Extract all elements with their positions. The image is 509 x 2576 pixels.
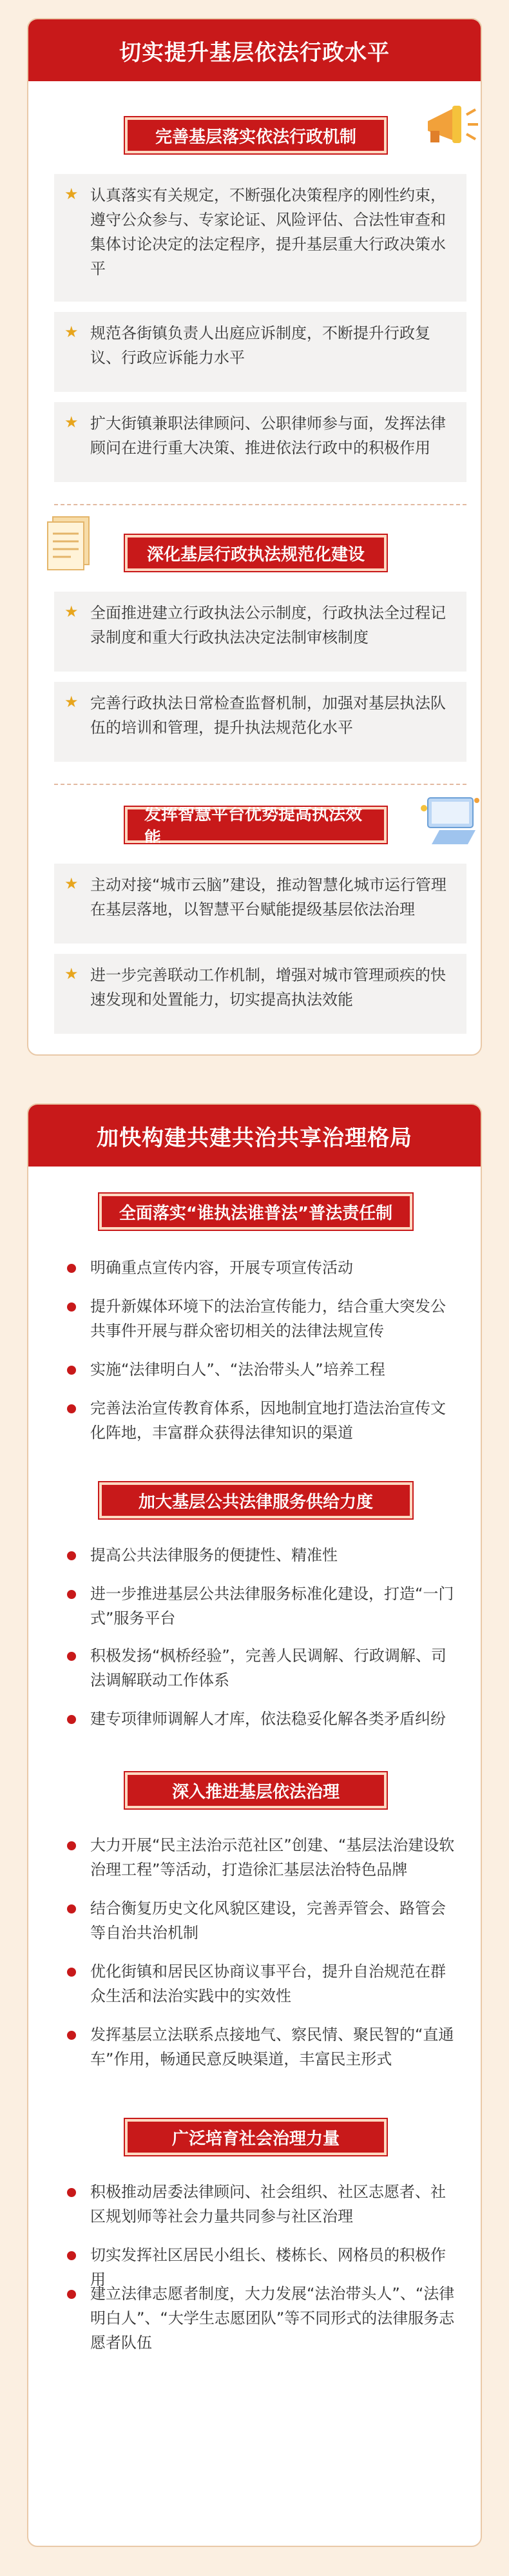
bullet-dot-icon: [67, 1366, 76, 1375]
list-item: 进一步推进基层公共法律服务标准化建设，打造“一门式”服务平台: [54, 1576, 466, 1636]
dashed-divider: [54, 504, 466, 505]
subsection-title: 完善基层落实依法行政机制: [125, 117, 387, 153]
list-item: ★ 认真落实有关规定，不断强化决策程序的刚性约束，遵守公众参与、专家论证、风险评估、合法性审查和集体讨论决定的法定程序，提升基层重大行政决策水平: [54, 174, 466, 302]
star-icon: ★: [64, 413, 79, 431]
list-item: 提高公共法律服务的便捷性、精准性: [54, 1538, 466, 1573]
list-item: 发挥基层立法联系点接地气、察民情、聚民智的“直通车”作用，畅通民意反映渠道，丰富民主形式: [54, 2017, 466, 2077]
star-icon: ★: [64, 693, 79, 711]
list-item: 建立法律志愿者制度，大力发展“法治带头人”、“法律明白人”、“大学生志愿团队”等不同形式的法律服务志愿者队伍: [54, 2276, 466, 2360]
bullet-dot-icon: [67, 1904, 76, 1913]
list-item: 积极发扬“枫桥经验”，完善人民调解、行政调解、司法调解联动工作体系: [54, 1638, 466, 1698]
section-panel-2: [27, 1103, 482, 2547]
subsection-title: 全面落实“谁执法谁普法”普法责任制: [99, 1194, 412, 1230]
list-item: ★ 规范各街镇负责人出庭应诉制度，不断提升行政复议、行政应诉能力水平: [54, 312, 466, 392]
section-panel-1: [27, 18, 482, 1056]
subsection-title: 深入推进基层依法治理: [125, 1772, 387, 1808]
list-item: 切实发挥社区居民小组长、楼栋长、网格员的积极作用: [54, 2238, 466, 2297]
list-item: 大力开展“民主法治示范社区”创建、“基层法治建设软治理工程”等活动，打造徐汇基层法治特色品牌: [54, 1828, 466, 1887]
star-icon: ★: [64, 603, 79, 621]
bullet-dot-icon: [67, 1968, 76, 1977]
list-item: 提升新媒体环境下的法治宣传能力，结合重大突发公共事件开展与群众密切相关的法律法规宣传: [54, 1289, 466, 1348]
section-title: 加快构建共建共治共享治理格局: [28, 1105, 481, 1167]
list-item: 实施“法律明白人”、“法治带头人”培养工程: [54, 1352, 466, 1387]
subsection-title: 深化基层行政执法规范化建设: [125, 535, 387, 571]
bullet-dot-icon: [67, 1841, 76, 1850]
list-item: 建专项律师调解人才库，依法稳妥化解各类矛盾纠纷: [54, 1701, 466, 1736]
list-item: 积极推动居委法律顾问、社会组织、社区志愿者、社区规划师等社会力量共同参与社区治理: [54, 2174, 466, 2234]
star-icon: ★: [64, 875, 79, 893]
bullet-dot-icon: [67, 1264, 76, 1273]
bullet-dot-icon: [67, 2031, 76, 2040]
bullet-dot-icon: [67, 1404, 76, 1413]
bullet-dot-icon: [67, 1652, 76, 1661]
bullet-dot-icon: [67, 1551, 76, 1560]
star-icon: ★: [64, 965, 79, 983]
megaphone-icon: [421, 95, 479, 153]
subsection-title: 广泛培育社会治理力量: [125, 2119, 387, 2155]
smart-platform-icon: [419, 789, 481, 851]
dashed-divider: [54, 784, 466, 785]
star-icon: ★: [64, 185, 79, 203]
document-icon: [44, 513, 95, 577]
list-item: 优化街镇和居民区协商议事平台，提升自治规范在群众生活和法治实践中的实效性: [54, 1954, 466, 2013]
bullet-dot-icon: [67, 2251, 76, 2260]
subsection-title: 加大基层公共法律服务供给力度: [99, 1482, 412, 1518]
bullet-dot-icon: [67, 2290, 76, 2299]
bullet-dot-icon: [67, 1303, 76, 1312]
list-item: ★ 进一步完善联动工作机制，增强对城市管理顽疾的快速发现和处置能力，切实提高执法效能: [54, 954, 466, 1034]
list-item: 结合衡复历史文化风貌区建设，完善弄管会、路管会等自治共治机制: [54, 1891, 466, 1950]
star-icon: ★: [64, 323, 79, 341]
list-item: ★ 完善行政执法日常检查监督机制，加强对基层执法队伍的培训和管理，提升执法规范化水平: [54, 682, 466, 762]
list-item: 完善法治宣传教育体系，因地制宜地打造法治宣传文化阵地，丰富群众获得法律知识的渠道: [54, 1391, 466, 1450]
bullet-dot-icon: [67, 1590, 76, 1599]
list-item: 明确重点宣传内容，开展专项宣传活动: [54, 1250, 466, 1285]
subsection-title: 发挥智慧平台优势提高执法效能: [125, 807, 387, 843]
list-item: ★ 扩大街镇兼职法律顾问、公职律师参与面，发挥法律顾问在进行重大决策、推进依法行政中的积极作用: [54, 402, 466, 482]
list-item: ★ 全面推进建立行政执法公示制度，行政执法全过程记录制度和重大行政执法决定法制审核制度: [54, 592, 466, 672]
bullet-dot-icon: [67, 2188, 76, 2197]
list-item: ★ 主动对接“城市云脑”建设，推动智慧化城市运行管理在基层落地，以智慧平台赋能提级基层依法治理: [54, 864, 466, 944]
section-title: 切实提升基层依法行政水平: [28, 19, 481, 81]
bullet-dot-icon: [67, 1715, 76, 1724]
